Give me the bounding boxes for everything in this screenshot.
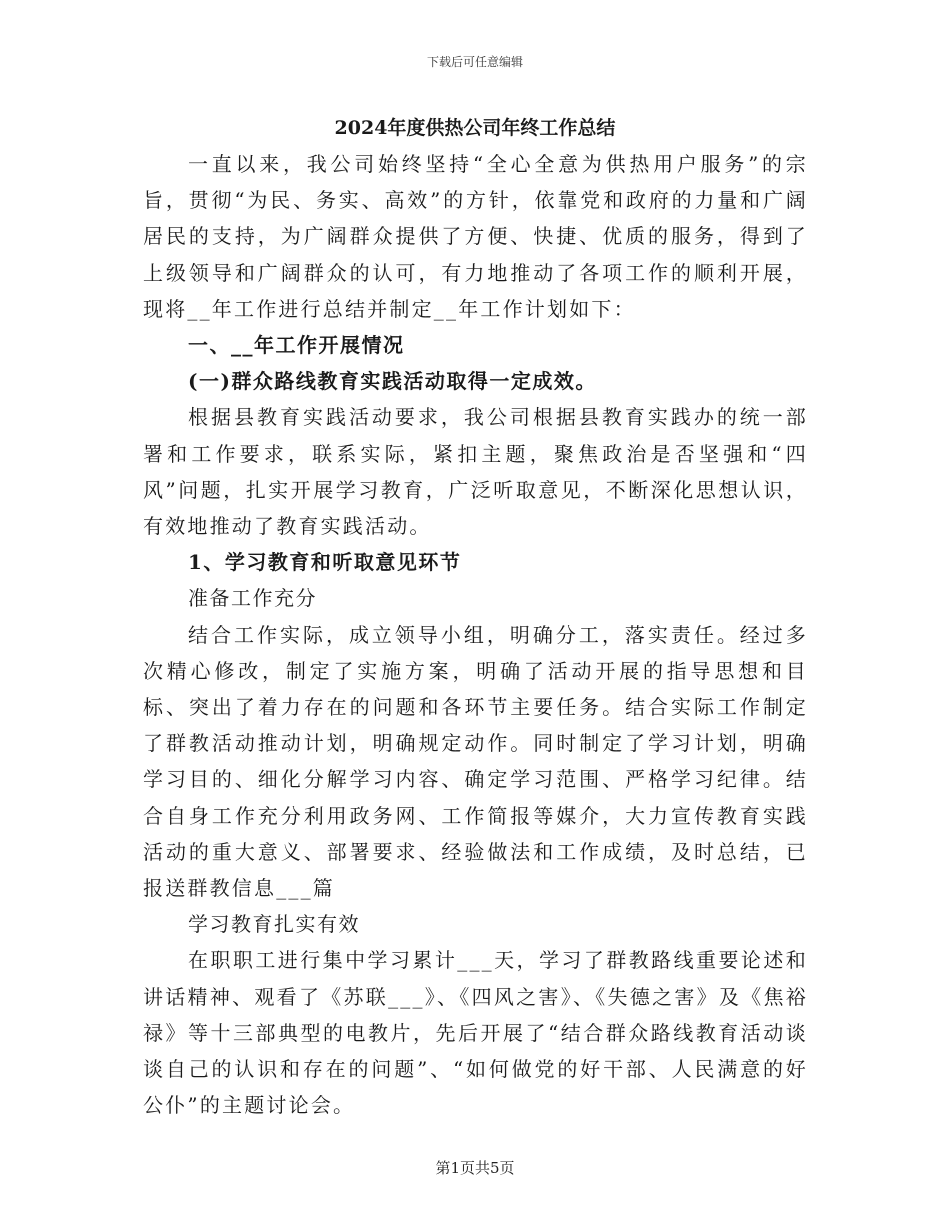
item-1-subheading-b: 学习教育扎实有效: [188, 912, 360, 937]
page-header-note: 下载后可任意编辑: [426, 55, 523, 69]
document-title: 2024年度供热公司年终工作总结: [334, 117, 616, 139]
section-1-subheading: (一)群众路线教育实践活动取得一定成效。: [188, 369, 597, 394]
intro-paragraph: 一直以来，我公司始终坚持“全心全意为供热用户服务”的宗旨，贯彻“为民、务实、高效”的方针，依靠党和政府的力量和广阔居民的支持，为广阔群众提供了方便、快捷、优质的服务，得到了上级领导和广阔群众的认可，有力地推动了各项工作的顺利开展，现将__年工作进行总结并制定__年工作计划如下：: [143, 152, 808, 321]
section-1-heading: 一、__年工作开展情况: [188, 333, 405, 358]
page-footer-number: 第1页共5页: [435, 1159, 515, 1177]
item-1-subheading-a: 准备工作充分: [188, 586, 317, 611]
section-1-paragraph: 根据县教育实践活动要求，我公司根据县教育实践办的统一部署和工作要求，联系实际，紧扣主题，聚焦政治是否坚强和“四风”问题，扎实开展学习教育，广泛听取意见，不断深化思想认识，有效地推动了教育实践活动。: [143, 405, 808, 539]
item-1-paragraph-a: 结合工作实际，成立领导小组，明确分工，落实责任。经过多次精心修改，制定了实施方案，明确了活动开展的指导思想和目标、突出了着力存在的问题和各环节主要任务。结合实际工作制定了群教活动推动计划，明确规定动作。同时制定了学习计划，明确学习目的、细化分解学习内容、确定学习范围、严格学习纪律。结合自身工作充分利用政务网、工作简报等媒介，大力宣传教育实践活动的重大意义、部署要求、经验做法和工作成绩，及时总结，已报送群教信息___篇: [143, 622, 808, 901]
item-1-heading: 1、学习教育和听取意见环节: [188, 550, 462, 575]
item-1-paragraph-b: 在职职工进行集中学习累计___天，学习了群教路线重要论述和讲话精神、观看了《苏联___》、《四风之害》、《失德之害》及《焦裕禄》等十三部典型的电教片，先后开展了“结合群众路线教育活动谈谈自己的认识和存在的问题”、“如何做党的好干部、人民满意的好公仆”的主题讨论会。: [143, 948, 808, 1118]
document-body: [143, 146, 808, 1123]
